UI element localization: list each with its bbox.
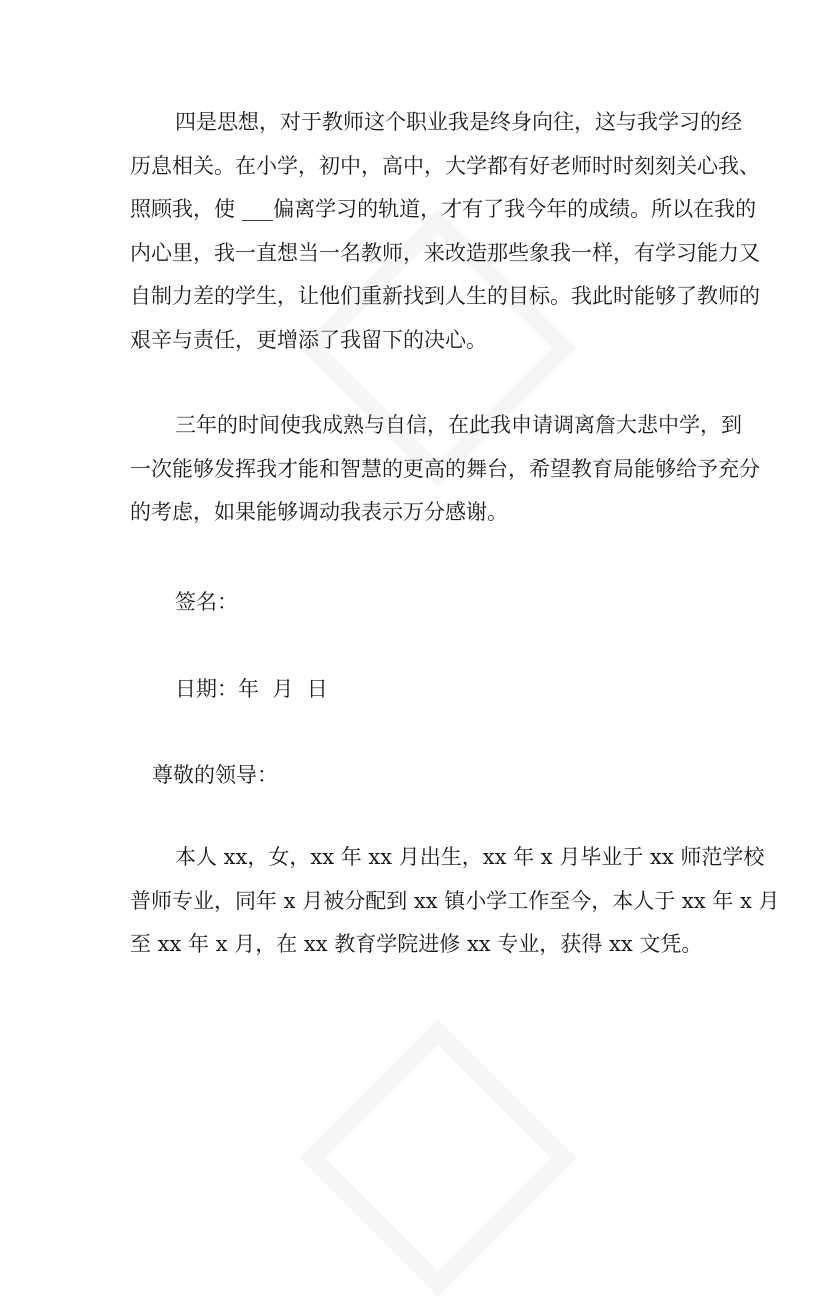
- signature-label: 签名：: [175, 590, 238, 614]
- date-label: 日期：年 月 日: [175, 677, 328, 701]
- text-line: 照顾我，使 ___偏离学习的轨道，才有了我今年的成绩。所以在我的: [130, 197, 757, 221]
- paragraph-2: [130, 404, 760, 535]
- paragraph-1: [130, 101, 760, 362]
- text-line: 的考虑，如果能够调动我表示万分感谢。: [130, 500, 508, 524]
- text-line: 内心里，我一直想当一名教师，来改造那些象我一样，有学习能力又: [130, 240, 760, 265]
- text-line: 历息相关。在小学，初中，高中，大学都有好老师时时刻刻关心我、: [130, 153, 760, 178]
- text-line: 普师专业，同年 x 月被分配到 xx 镇小学工作至今，本人于 xx 年 x 月: [130, 888, 780, 913]
- salutation: 尊敬的领导：: [152, 763, 278, 787]
- text-line: 三年的时间使我成熟与自信，在此我申请调离詹大悲中学，到: [175, 413, 742, 437]
- text-line: 至 xx 年 x 月，在 xx 教育学院进修 xx 专业，获得 xx 文凭。: [130, 932, 703, 956]
- text-line: 四是思想，对于教师这个职业我是终身向往，这与我学习的经: [175, 110, 742, 134]
- text-line: 自制力差的学生，让他们重新找到人生的目标。我此时能够了教师的: [130, 284, 760, 308]
- text-line: 本人 xx，女，xx 年 xx 月出生，xx 年 x 月毕业于 xx 师范学校: [175, 845, 765, 869]
- paragraph-3: [130, 836, 780, 967]
- text-line: 一次能够发挥我才能和智慧的更高的舞台，希望教育局能够给予充分: [130, 456, 760, 481]
- watermark: [299, 1019, 576, 1296]
- text-line: 艰辛与责任，更增添了我留下的决心。: [130, 327, 487, 352]
